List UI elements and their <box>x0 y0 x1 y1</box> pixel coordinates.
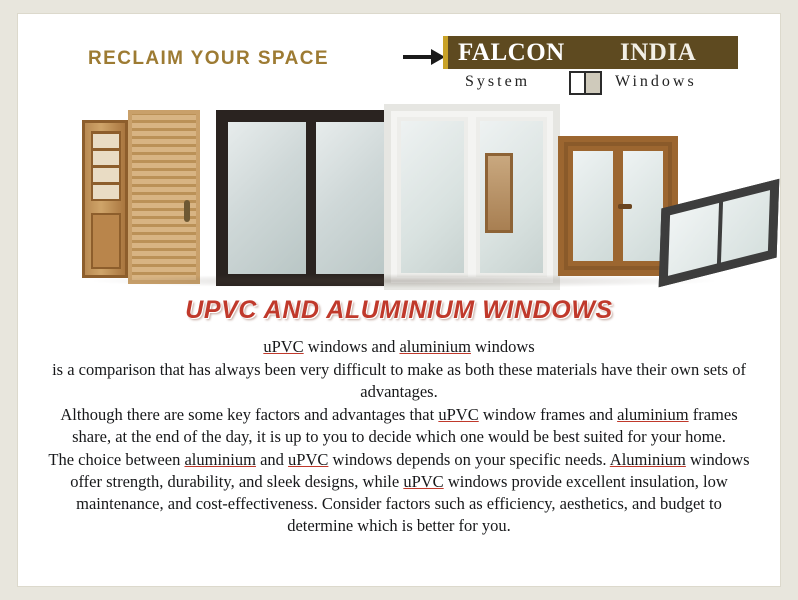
white-upvc-window-image <box>384 104 560 290</box>
dark-frame-window-image <box>216 110 406 286</box>
logo-tagline-right: Windows <box>615 73 697 90</box>
section-title: UPVC AND ALUMINIUM WINDOWS <box>185 296 613 324</box>
image-shadow <box>94 274 714 288</box>
logo-brand-first: FALCON <box>458 39 565 66</box>
body-copy <box>46 336 752 538</box>
logo-brand-second: INDIA <box>620 39 697 66</box>
paragraph-2: is a comparison that has always been very difficult to make as both these materials have their own sets of advantages. <box>52 360 746 401</box>
louvered-wooden-door-image <box>128 110 200 284</box>
term-aluminium: aluminium <box>399 337 471 356</box>
window-mark-icon <box>569 71 602 95</box>
logo-bar <box>443 36 738 69</box>
falcon-india-logo <box>443 36 733 98</box>
slide-canvas <box>18 14 780 586</box>
paragraph-3: Although there are some key factors and advantages that uPVC window frames and aluminium frames share, at the end of the day, it is up to you to decide which one would be best suited for your home. <box>60 405 738 446</box>
paragraph-1: uPVC windows and aluminium windows <box>263 337 535 356</box>
logo-tagline-left: System <box>465 73 531 90</box>
paragraph-4: The choice between aluminium and uPVC windows depends on your specific needs. Aluminium windows offer strength, durability, and sleek designs, while uPVC windows provide excellent insulation, low maintenance, and cost-effectiveness. Consider factors such as efficiency, aesthetics, and budget to determine which is better for you. <box>48 450 750 535</box>
page-title: RECLAIM YOUR SPACE <box>88 48 329 69</box>
logo-tagline <box>443 70 733 96</box>
slide-header <box>18 36 780 102</box>
wooden-glazed-door-image <box>82 120 128 278</box>
term-upvc: uPVC <box>263 337 304 356</box>
product-image-band <box>64 98 732 290</box>
